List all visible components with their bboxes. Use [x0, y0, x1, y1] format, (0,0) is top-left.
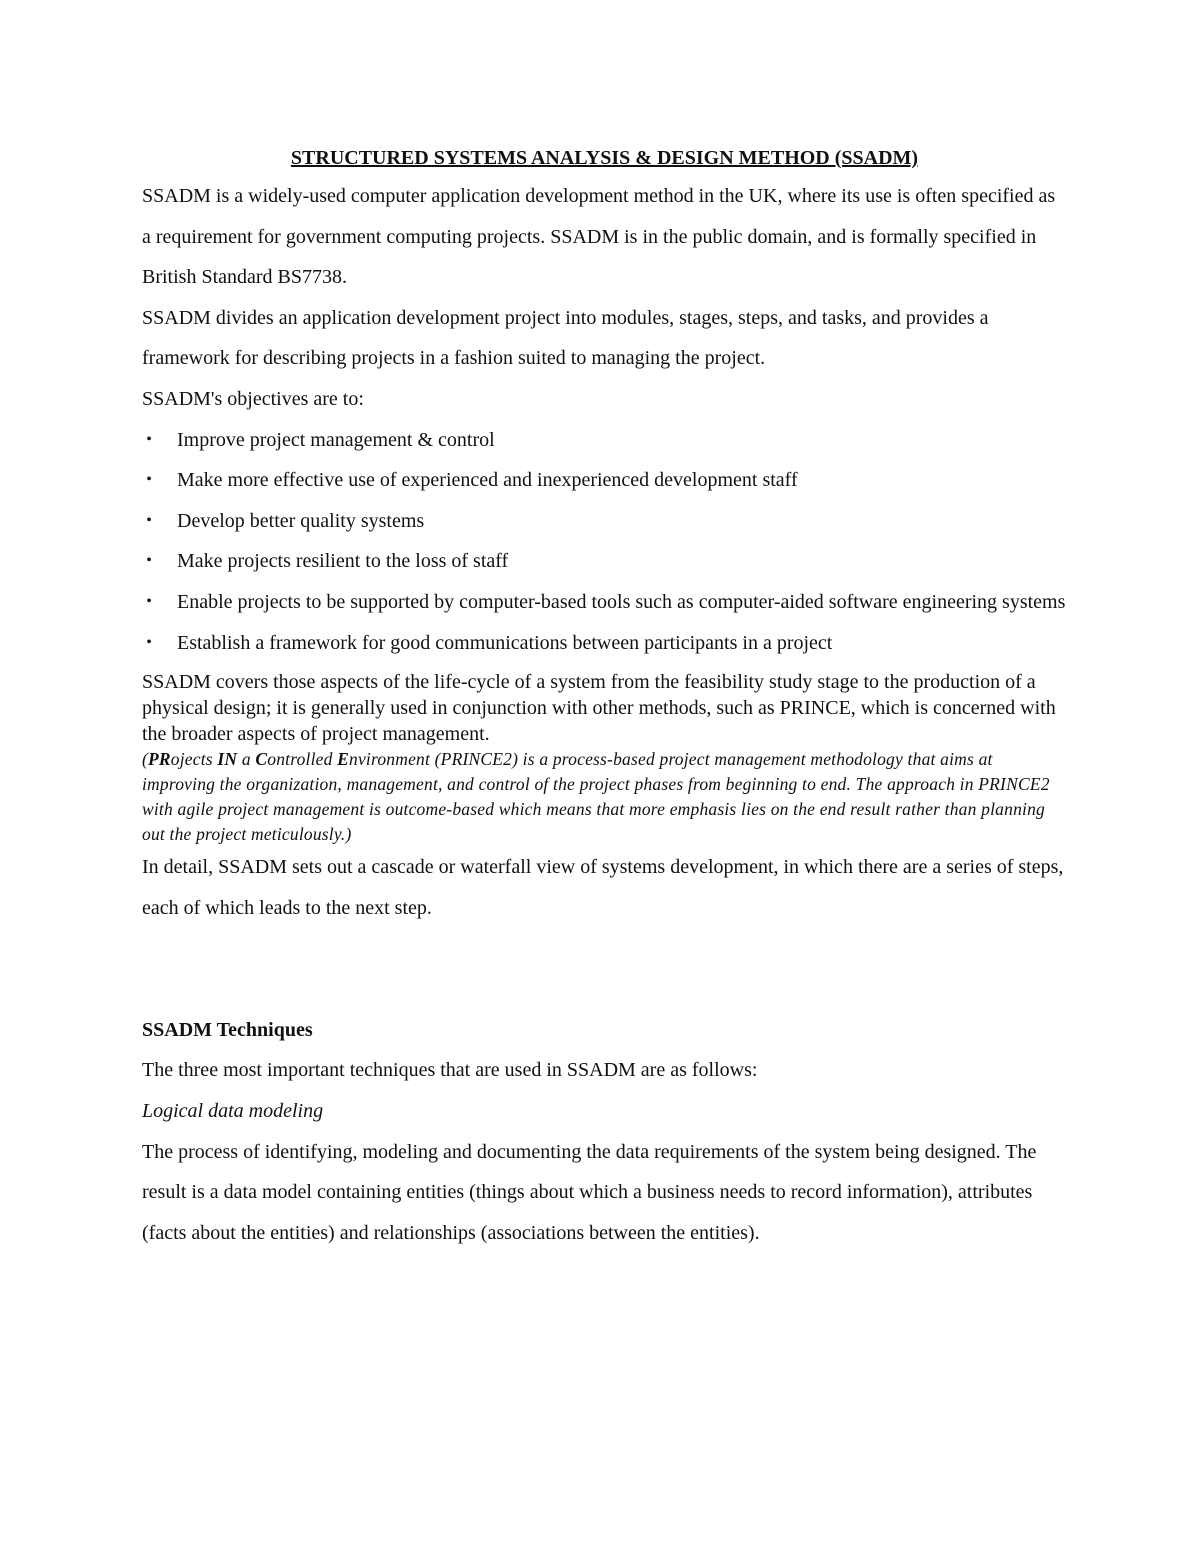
- list-item: [142, 460, 1067, 501]
- prince-acronym-c: C: [255, 749, 268, 770]
- prince-open-paren: (: [142, 749, 149, 770]
- prince-text-ontrolled: ontrolled: [267, 749, 338, 770]
- bullet-icon: •: [146, 511, 152, 529]
- bullet-icon: •: [146, 430, 152, 448]
- document-page: [142, 140, 1067, 1253]
- techniques-heading: SSADM Techniques: [142, 1019, 313, 1042]
- lifecycle-paragraph: SSADM covers those aspects of the life-cycle of a system from the feasibility study stage to the production of a physical design; it is generally used in conjunction with other methods, such as PRINCE, which is concerned with the broader aspects of project management.: [142, 671, 1056, 746]
- list-item: [142, 623, 1067, 664]
- waterfall-paragraph: In detail, SSADM sets out a cascade or waterfall view of systems development, in which there are a series of steps, each of which leads to the next step.: [142, 856, 1064, 919]
- objectives-intro: SSADM's objectives are to:: [142, 387, 364, 410]
- bullet-icon: •: [146, 552, 152, 570]
- bullet-icon: •: [146, 592, 152, 610]
- technique-1-description: The process of identifying, modeling and documenting the data requirements of the system being designed. The result is a data model containing entities (things about which a business needs to record information), attributes (facts about the entities) and relationships (associations between the entities).: [142, 1140, 1037, 1244]
- list-item-text: Improve project management & control: [177, 428, 495, 451]
- prince-acronym-e: E: [337, 749, 350, 770]
- bullet-icon: •: [146, 633, 152, 651]
- list-item-text: Make more effective use of experienced and inexperienced development staff: [177, 469, 798, 492]
- list-item-text: Establish a framework for good communications between participants in a project: [177, 631, 833, 654]
- list-item: [142, 541, 1067, 582]
- list-item-text: Make projects resilient to the loss of staff: [177, 550, 509, 573]
- list-item-text: Enable projects to be supported by computer-based tools such as computer-aided software engineering systems: [177, 590, 1066, 613]
- list-item: [142, 420, 1067, 461]
- list-item: [142, 582, 1067, 623]
- objectives-list: [142, 420, 1067, 664]
- intro-paragraph: SSADM is a widely-used computer application development method in the UK, where its use is often specified as a requirement for government computing projects. SSADM is in the public domain, and is formally specified in British Standard BS7738.: [142, 185, 1056, 289]
- bullet-icon: •: [146, 471, 152, 489]
- prince-note: [142, 747, 1067, 847]
- list-item: [142, 501, 1067, 542]
- technique-1-name: Logical data modeling: [142, 1099, 324, 1122]
- prince-text-a: a: [237, 749, 256, 770]
- prince-text-ojects: ojects: [170, 749, 218, 770]
- document-title: STRUCTURED SYSTEMS ANALYSIS & DESIGN METHOD (SSADM): [290, 147, 919, 169]
- prince-text-rest: nvironment (PRINCE2) is a process-based project management methodology that aims at improving the organization, management, and control of the project phases from beginning to end. The approach in PRINCE2 with agile project management is outcome-based which means that more emphasis lies on the end result rather than planning out the project meticulously.: [142, 749, 1050, 845]
- prince-acronym-pr: PR: [148, 749, 171, 770]
- techniques-intro: The three most important techniques that are used in SSADM are as follows:: [142, 1059, 758, 1082]
- list-item-text: Develop better quality systems: [177, 509, 425, 532]
- modules-paragraph: SSADM divides an application development project into modules, stages, steps, and tasks, and provides a framework for describing projects in a fashion suited to managing the project.: [142, 306, 989, 370]
- prince-acronym-in: IN: [217, 749, 238, 770]
- spacer: [142, 928, 1067, 1010]
- prince-close-paren: ): [345, 824, 352, 845]
